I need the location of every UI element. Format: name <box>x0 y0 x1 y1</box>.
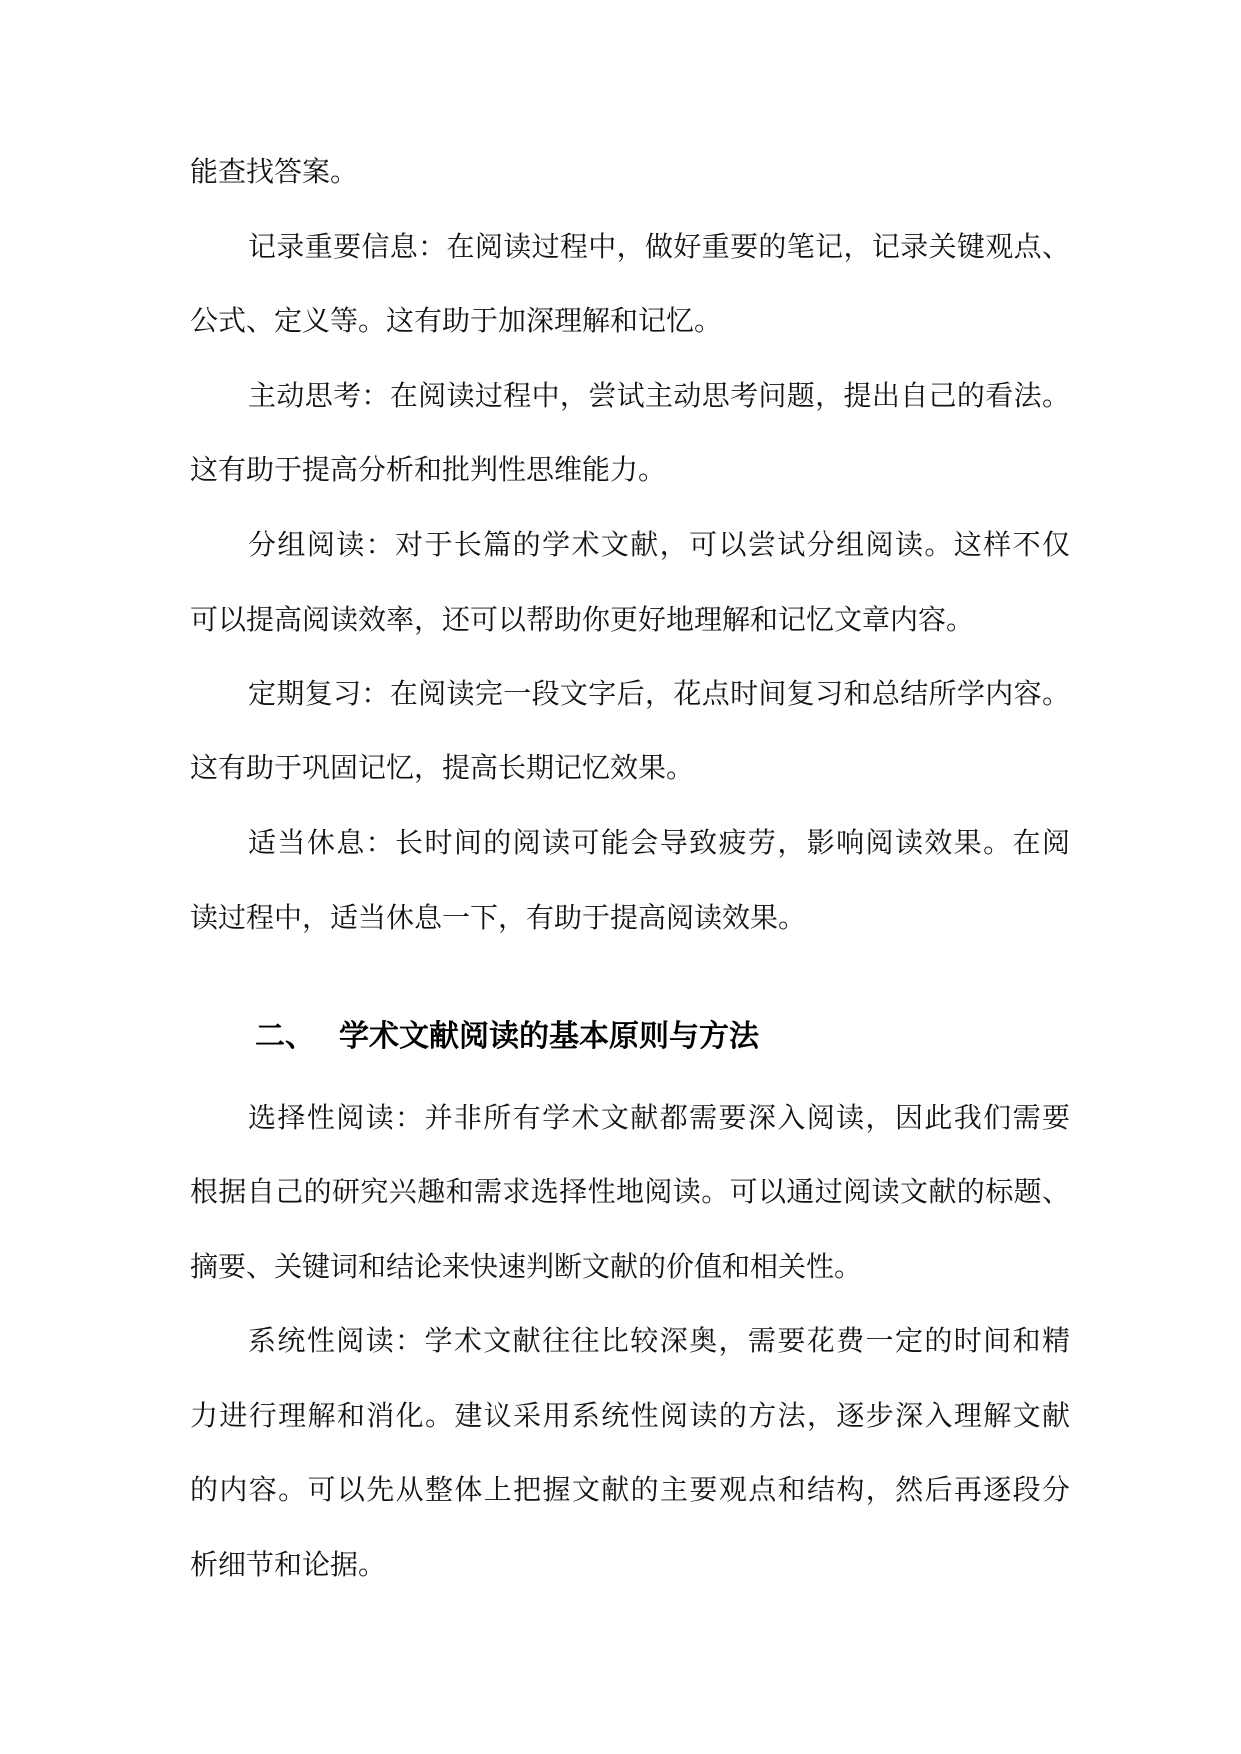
paragraph-line: 系统性阅读：学术文献往往比较深奥，需要花费一定的时间和精 <box>248 1324 1070 1357</box>
paragraph-line: 析细节和论据。 <box>190 1548 387 1581</box>
paragraph-line: 摘要、关键词和结论来快速判断文献的价值和相关性。 <box>190 1250 863 1283</box>
paragraph-line: 能查找答案。 <box>190 155 359 188</box>
paragraph-line: 这有助于提高分析和批判性思维能力。 <box>190 453 667 486</box>
paragraph-line: 的内容。可以先从整体上把握文献的主要观点和结构，然后再逐段分 <box>190 1473 1070 1506</box>
paragraph-line: 力进行理解和消化。建议采用系统性阅读的方法，逐步深入理解文献 <box>190 1399 1070 1432</box>
paragraph-line: 公式、定义等。这有助于加深理解和记忆。 <box>190 304 723 337</box>
section-title: 学术文献阅读的基本原则与方法 <box>339 1019 759 1054</box>
paragraph-line: 可以提高阅读效率，还可以帮助你更好地理解和记忆文章内容。 <box>190 603 975 636</box>
paragraph-line: 记录重要信息：在阅读过程中，做好重要的笔记，记录关键观点、 <box>248 230 1070 263</box>
paragraph-line: 定期复习：在阅读完一段文字后，花点时间复习和总结所学内容。 <box>248 677 1070 710</box>
paragraph-line: 主动思考：在阅读过程中，尝试主动思考问题，提出自己的看法。 <box>248 379 1070 412</box>
paragraph-line: 根据自己的研究兴趣和需求选择性地阅读。可以通过阅读文献的标题、 <box>190 1175 1070 1208</box>
paragraph-line: 适当休息：长时间的阅读可能会导致疲劳，影响阅读效果。在阅 <box>248 826 1070 859</box>
paragraph-line: 读过程中，适当休息一下，有助于提高阅读效果。 <box>190 901 807 934</box>
paragraph-line: 选择性阅读：并非所有学术文献都需要深入阅读，因此我们需要 <box>248 1101 1070 1134</box>
paragraph-line: 这有助于巩固记忆，提高长期记忆效果。 <box>190 751 695 784</box>
section-heading <box>255 1015 759 1059</box>
paragraph-line: 分组阅读：对于长篇的学术文献，可以尝试分组阅读。这样不仅 <box>248 528 1070 561</box>
section-number: 二、 <box>255 1019 315 1054</box>
